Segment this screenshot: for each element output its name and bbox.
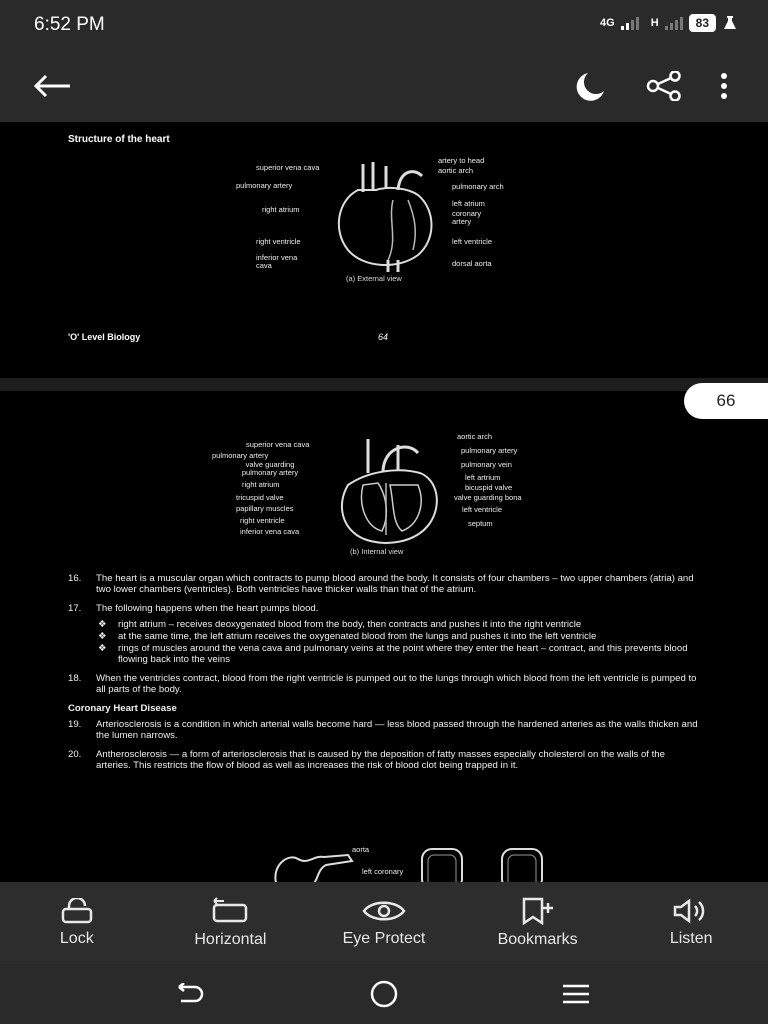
label-left-ventricle-2: left ventricle xyxy=(462,505,503,514)
label-pulmonary-artery-r: pulmonary artery xyxy=(461,446,518,455)
paragraph-text: Arteriosclerosis is a condition in which arterial walls become hard — less blood passed through the hardened arteries as the walls thicken and the lumen narrows. xyxy=(96,719,698,741)
label-left-ventricle: left ventricle xyxy=(452,237,493,246)
back-arrow-icon xyxy=(32,74,72,98)
label-septum: septum xyxy=(468,519,493,528)
heart-internal-diagram xyxy=(328,435,448,547)
bullet-text: right atrium – receives deoxygenated blood from the body, then contracts and pushes it into the right ventricle xyxy=(118,619,582,630)
status-icons xyxy=(600,14,738,32)
paragraph-text: Antherosclerosis — a form of arteriosclerosis that is caused by the deposition of fatty masses especially cholesterol on the walls of the arteries. This restricts the flow of blood as well as increases the risk of blood clot being trapped in it. xyxy=(96,749,665,771)
nav-recents-icon xyxy=(561,983,591,1005)
rotate-icon xyxy=(208,897,252,925)
moon-icon xyxy=(566,71,606,101)
eye-protect-button[interactable] xyxy=(307,882,461,964)
listen-button[interactable] xyxy=(614,882,768,964)
paragraph-18 xyxy=(68,673,702,695)
label-left-artrium: left artrium xyxy=(465,473,501,482)
book-title-footer: 'O' Level Biology xyxy=(68,332,141,342)
status-bar xyxy=(0,0,768,50)
label-valve-guarding-pulmonary: valve guarding pulmonary artery xyxy=(241,460,299,477)
label-right-ventricle: right ventricle xyxy=(256,237,301,246)
label-aortic-arch: aortic arch xyxy=(438,166,474,175)
label-right-atrium: right atrium xyxy=(262,205,300,214)
label-bicuspid-valve: bicuspid valve xyxy=(465,483,513,492)
lock-button[interactable] xyxy=(0,882,154,964)
paragraph-number: 19. xyxy=(68,719,82,730)
paragraph-number: 17. xyxy=(68,603,82,614)
bullet-text: rings of muscles around the vena cava and pulmonary veins at the point where they enter the heart – contract, and this prevents blood flowing back into the veins xyxy=(118,643,688,665)
bullet-item xyxy=(96,631,702,642)
signal-icon xyxy=(621,16,639,30)
network-type-4g: 4G xyxy=(600,17,615,29)
clock: 6:52 PM xyxy=(34,14,105,35)
horizontal-button[interactable] xyxy=(154,882,308,964)
bullet-text: at the same time, the left atrium receives the oxygenated blood from the lungs and pushes it into the left ventricle xyxy=(118,631,597,642)
label-superior-vena-cava: superior vena cava xyxy=(256,163,320,172)
eye-icon xyxy=(362,898,406,924)
share-button[interactable] xyxy=(640,50,688,122)
document-viewer[interactable] xyxy=(0,122,768,882)
horizontal-label: Horizontal xyxy=(194,931,267,948)
label-aorta: aorta xyxy=(352,845,370,854)
label-left-atrium: left atrium xyxy=(452,199,485,208)
label-tricuspid-valve: tricuspid valve xyxy=(236,493,284,502)
page-65 xyxy=(0,391,768,882)
label-inferior-vena-cava: inferior vena cava xyxy=(256,253,298,270)
flask-icon xyxy=(722,15,738,31)
paragraph-text: The heart is a muscular organ which contracts to pump blood around the body. It consists of four chambers – two upper chambers (atria) and two lower chambers (ventricles). Both ventricles have thicker walls than that of the atrium. xyxy=(96,573,694,595)
more-options-button[interactable] xyxy=(700,50,748,122)
signal-icon-2 xyxy=(665,16,683,30)
paragraph-16 xyxy=(68,573,702,595)
nav-back-button[interactable] xyxy=(160,974,220,1014)
page-body-text xyxy=(68,573,702,779)
reader-action-bar xyxy=(0,882,768,964)
paragraph-number: 18. xyxy=(68,673,82,684)
bullet-icon: ❖ xyxy=(98,643,107,654)
page-title: Structure of the heart xyxy=(68,134,170,145)
label-aortic-arch-2: aortic arch xyxy=(457,432,493,441)
bullet-item xyxy=(96,619,702,630)
nav-home-icon xyxy=(368,978,400,1010)
label-coronary-artery: coronary artery xyxy=(452,209,482,226)
bookmarks-label: Bookmarks xyxy=(497,931,578,948)
label-pulmonary-arch: pulmonary arch xyxy=(452,182,504,191)
listen-label: Listen xyxy=(669,930,713,947)
heart-external-diagram xyxy=(318,160,448,272)
nav-recents-button[interactable] xyxy=(546,974,606,1014)
paragraph-19 xyxy=(68,719,702,741)
bookmark-icon xyxy=(518,897,558,925)
system-nav-bar xyxy=(0,964,768,1024)
reader-toolbar xyxy=(0,50,768,122)
share-icon xyxy=(645,71,683,101)
paragraph-number: 20. xyxy=(68,749,82,760)
label-inferior-vena-cava-2: inferior vena cava xyxy=(240,527,300,536)
paragraph-number: 16. xyxy=(68,573,82,584)
label-dorsal-aorta: dorsal aorta xyxy=(452,259,492,268)
lock-label: Lock xyxy=(59,930,94,947)
night-mode-button[interactable] xyxy=(562,50,610,122)
label-artery-to-head: artery to head xyxy=(438,156,485,165)
section-heading: Coronary Heart Disease xyxy=(68,703,177,714)
page-number-badge: 66 xyxy=(684,383,768,419)
nav-home-button[interactable] xyxy=(354,974,414,1014)
label-pulmonary-artery-2: pulmonary artery xyxy=(212,451,269,460)
back-button[interactable] xyxy=(28,50,76,122)
nav-back-icon xyxy=(175,983,205,1005)
page-64 xyxy=(0,122,768,378)
eye-protect-label: Eye Protect xyxy=(342,930,426,947)
label-papillary-muscles: papillary muscles xyxy=(236,504,294,513)
label-pulmonary-artery: pulmonary artery xyxy=(236,181,293,190)
network-type-h: H xyxy=(650,17,659,29)
label-right-ventricle-2: right ventricle xyxy=(240,516,285,525)
figure-caption-internal: (b) Internal view xyxy=(350,547,404,556)
bookmarks-button[interactable] xyxy=(461,882,615,964)
artery-figure xyxy=(268,845,548,882)
lock-icon xyxy=(60,898,94,924)
paragraph-20 xyxy=(68,749,702,771)
label-right-atrium-2: right atrium xyxy=(242,480,280,489)
speaker-icon xyxy=(671,898,711,924)
label-superior-vena-cava-2: superior vena cava xyxy=(246,440,310,449)
label-valve-guarding-bona: valve guarding bona xyxy=(454,493,522,502)
more-vert-icon xyxy=(719,73,729,99)
battery-icon: 83 xyxy=(689,14,716,32)
bullet-icon: ❖ xyxy=(98,631,107,642)
paragraph-17 xyxy=(68,603,702,665)
paragraph-text: The following happens when the heart pumps blood. xyxy=(96,603,319,614)
paragraph-text: When the ventricles contract, blood from the right ventricle is pumped out to the lungs through which blood from the left ventricle is pumped to all parts of the body. xyxy=(96,673,697,695)
label-pulmonary-vein: pulmonary vein xyxy=(461,460,512,469)
label-left-coronary: left coronary xyxy=(362,867,404,876)
bullet-icon: ❖ xyxy=(98,619,107,630)
figure-caption-external: (a) External view xyxy=(346,274,402,283)
bullet-item xyxy=(96,643,702,665)
page-number-footer: 64 xyxy=(378,332,389,342)
